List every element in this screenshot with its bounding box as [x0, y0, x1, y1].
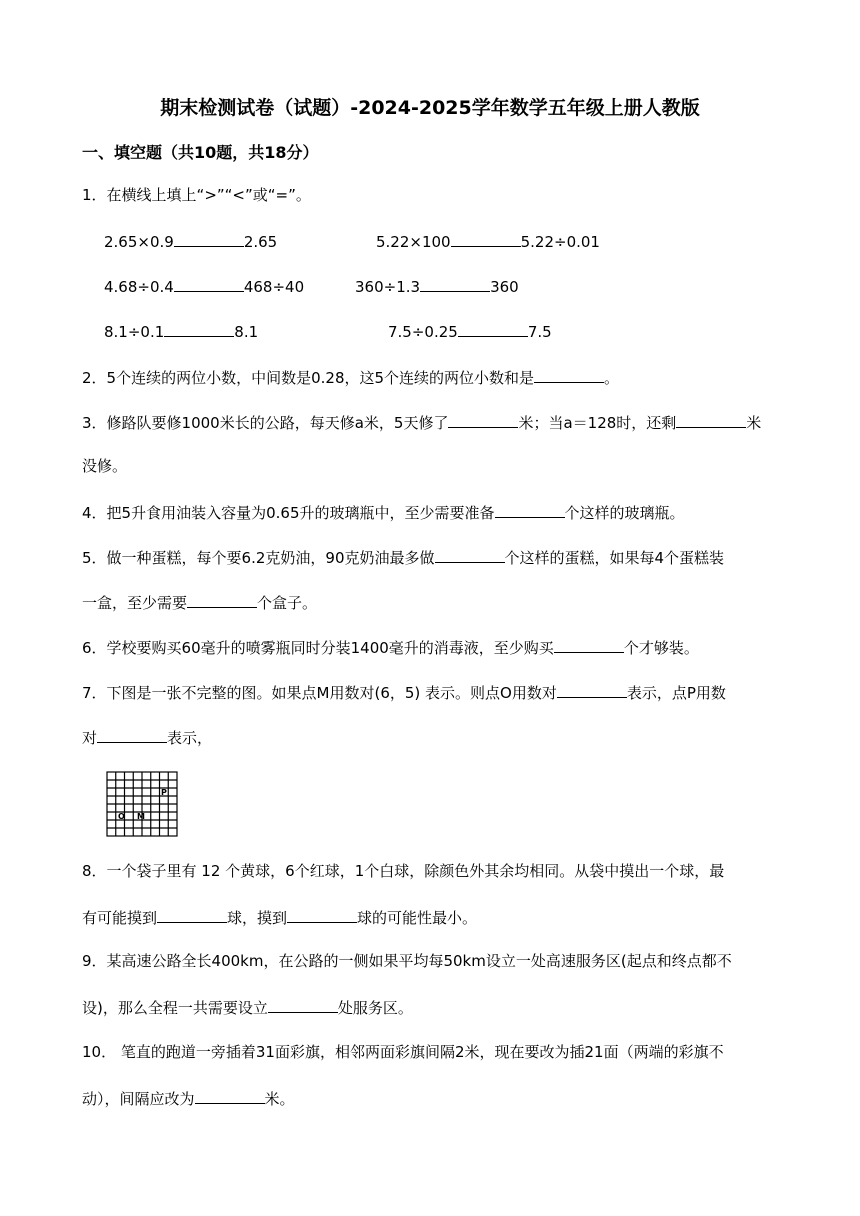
q1-item-d	[355, 274, 519, 298]
q8-text-mid: 球，摸到	[227, 909, 288, 927]
grid-label-o: O	[118, 812, 125, 821]
q1-item-f	[388, 319, 552, 343]
question-6	[82, 635, 699, 659]
question-3-cont: 没修。	[82, 457, 128, 475]
q5-answer-blank-1[interactable]	[435, 545, 505, 563]
question-1-stem: 1．在横线上填上“>”“<”或“=”。	[82, 186, 311, 204]
question-8-cont	[82, 905, 477, 929]
q7-text-2: 对	[82, 729, 98, 747]
q2-answer-blank[interactable]	[534, 365, 604, 383]
q9-answer-blank[interactable]	[268, 995, 338, 1013]
q10-answer-blank[interactable]	[195, 1086, 265, 1104]
question-4	[82, 500, 685, 524]
question-5	[82, 545, 724, 569]
q4-answer-blank[interactable]	[495, 500, 565, 518]
q7-text-end: 表示，	[167, 729, 213, 747]
q1-item-b	[376, 229, 600, 253]
q1b-left: 5.22×100	[376, 233, 451, 251]
q7-answer-blank-1[interactable]	[557, 680, 627, 698]
q1a-left: 2.65×0.9	[104, 233, 174, 251]
question-10: 10． 笔直的跑道一旁插着31面彩旗，相邻两面彩旗间隔2米，现在要改为插21面（两端的彩旗不	[82, 1043, 724, 1061]
q1f-answer-blank[interactable]	[458, 319, 528, 337]
q7-answer-blank-2[interactable]	[97, 725, 167, 743]
question-9: 9．某高速公路全长400km，在公路的一侧如果平均每50km设立一处高速服务区(起点和终点都不	[82, 952, 732, 970]
q1-item-a	[104, 229, 277, 253]
q1b-right: 5.22÷0.01	[520, 233, 600, 251]
q4-text-end: 个这样的玻璃瓶。	[564, 504, 685, 522]
q6-answer-blank[interactable]	[554, 635, 624, 653]
question-9-cont	[82, 995, 413, 1019]
q1e-left: 8.1÷0.1	[104, 323, 165, 341]
question-7-cont	[82, 725, 212, 749]
q1d-left: 360÷1.3	[355, 278, 421, 296]
q9-text-2: 设)，那么全程一共需要设立	[82, 999, 268, 1017]
q1d-answer-blank[interactable]	[420, 274, 490, 292]
q1-item-c	[104, 274, 304, 298]
q10-text-2: 动），间隔应改为	[82, 1090, 195, 1108]
q1c-right: 468÷40	[243, 278, 305, 296]
q1b-answer-blank[interactable]	[451, 229, 521, 247]
q9-text-end: 处服务区。	[337, 999, 413, 1017]
q1a-answer-blank[interactable]	[174, 229, 244, 247]
q7-text: 7．下图是一张不完整的图。如果点M用数对(6，5) 表示。则点O用数对	[82, 684, 557, 702]
coordinate-grid-figure	[106, 771, 178, 837]
q5-text-2: 一盒，至少需要	[82, 594, 188, 612]
question-3	[82, 410, 761, 434]
q3-text: 3．修路队要修1000米长的公路，每天修a米，5天修了	[82, 414, 449, 432]
question-8: 8．一个袋子里有 12 个黄球，6个红球，1个白球，除颜色外其余均相同。从袋中摸出一个球，最	[82, 862, 725, 880]
q3-text-mid: 米；当a＝128时，还剩	[518, 414, 677, 432]
page-title: 期末检测试卷（试题）-2024-2025学年数学五年级上册人教版	[160, 97, 700, 119]
q7-text-mid: 表示，点P用数	[626, 684, 726, 702]
grid-label-m: M	[137, 812, 145, 821]
q5-text: 5．做一种蛋糕，每个要6.2克奶油，90克奶油最多做	[82, 549, 435, 567]
question-7	[82, 680, 726, 704]
q8-answer-blank-2[interactable]	[287, 905, 357, 923]
q8-answer-blank-1[interactable]	[157, 905, 227, 923]
q8-text-end: 球的可能性最小。	[357, 909, 478, 927]
q6-text: 6．学校要购买60毫升的喷雾瓶同时分装1400毫升的消毒液，至少购买	[82, 639, 554, 657]
q2-text-end: 。	[604, 369, 620, 387]
q1f-right: 7.5	[527, 323, 552, 341]
q2-text: 2．5个连续的两位小数，中间数是0.28，这5个连续的两位小数和是	[82, 369, 535, 387]
section-heading: 一、填空题（共10题，共18分）	[82, 143, 319, 162]
q1-item-e	[104, 319, 258, 343]
q3-answer-blank-2[interactable]	[676, 410, 746, 428]
q5-text-mid: 个这样的蛋糕，如果每4个蛋糕装	[504, 549, 725, 567]
q4-text: 4．把5升食用油装入容量为0.65升的玻璃瓶中，至少需要准备	[82, 504, 495, 522]
q5-answer-blank-2[interactable]	[187, 590, 257, 608]
q5-text-end: 个盒子。	[257, 594, 318, 612]
q1a-right: 2.65	[243, 233, 278, 251]
q1e-answer-blank[interactable]	[164, 319, 234, 337]
q1c-answer-blank[interactable]	[174, 274, 244, 292]
question-2	[82, 365, 619, 389]
q1f-left: 7.5÷0.25	[388, 323, 458, 341]
question-10-cont	[82, 1086, 295, 1110]
q3-answer-blank-1[interactable]	[448, 410, 518, 428]
q1e-right: 8.1	[234, 323, 259, 341]
q1d-right: 360	[490, 278, 519, 296]
grid-label-p: P	[161, 788, 167, 797]
q1c-left: 4.68÷0.4	[104, 278, 174, 296]
q10-text-end: 米。	[264, 1090, 295, 1108]
question-5-cont	[82, 590, 317, 614]
q8-text-2: 有可能摸到	[82, 909, 158, 927]
q3-text-end: 米	[746, 414, 762, 432]
q6-text-end: 个才够装。	[623, 639, 699, 657]
